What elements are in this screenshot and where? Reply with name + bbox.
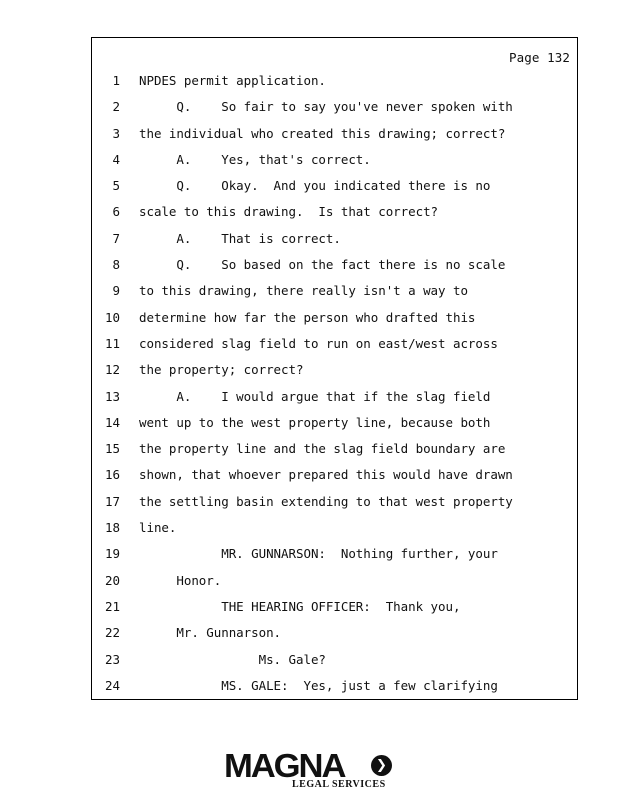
line-number: 5 bbox=[112, 178, 120, 194]
line-number: 8 bbox=[112, 257, 120, 273]
line-number: 22 bbox=[104, 625, 120, 641]
line-number: 17 bbox=[104, 493, 120, 509]
transcript-line: considered slag field to run on east/west across bbox=[139, 335, 498, 351]
transcript-line: A. I would argue that if the slag field bbox=[139, 388, 491, 404]
line-number: 12 bbox=[104, 362, 120, 378]
line-number: 10 bbox=[104, 309, 120, 325]
magna-logo bbox=[224, 748, 394, 792]
transcript-line: MS. GALE: Yes, just a few clarifying bbox=[139, 677, 498, 693]
line-number: 21 bbox=[104, 598, 120, 614]
line-number: 9 bbox=[112, 283, 120, 299]
transcript-line: went up to the west property line, because both bbox=[139, 414, 491, 430]
transcript-line: Honor. bbox=[139, 572, 222, 588]
transcript-line: THE HEARING OFFICER: Thank you, bbox=[139, 598, 461, 614]
transcript-line: Ms. Gale? bbox=[139, 651, 326, 667]
line-number: 13 bbox=[104, 388, 120, 404]
transcript-line: the settling basin extending to that west property bbox=[139, 493, 513, 509]
transcript-line: Mr. Gunnarson. bbox=[139, 625, 282, 641]
transcript-line: shown, that whoever prepared this would have drawn bbox=[139, 467, 513, 483]
transcript-line: the individual who created this drawing; correct? bbox=[139, 125, 506, 141]
chevron-right-icon: ❯ bbox=[371, 755, 392, 776]
transcript-line: Q. So fair to say you've never spoken with bbox=[139, 99, 513, 115]
line-number: 24 bbox=[104, 677, 120, 693]
transcript-line: scale to this drawing. Is that correct? bbox=[139, 204, 439, 220]
transcript-line: line. bbox=[139, 520, 177, 536]
line-number: 16 bbox=[104, 467, 120, 483]
transcript-line: Q. Okay. And you indicated there is no bbox=[139, 178, 491, 194]
line-number: 4 bbox=[112, 151, 120, 167]
transcript-line: A. That is correct. bbox=[139, 230, 341, 246]
line-number-column bbox=[92, 73, 120, 704]
line-number: 20 bbox=[104, 572, 120, 588]
line-number: 3 bbox=[112, 125, 120, 141]
transcript-line: determine how far the person who drafted this bbox=[139, 309, 476, 325]
line-number: 18 bbox=[104, 520, 120, 536]
logo-wordmark: MAGNA bbox=[224, 747, 345, 784]
transcript-line: A. Yes, that's correct. bbox=[139, 151, 371, 167]
line-number: 6 bbox=[112, 204, 120, 220]
line-number: 14 bbox=[104, 414, 120, 430]
logo-tagline: LEGAL SERVICES bbox=[292, 779, 386, 790]
transcript-line: to this drawing, there really isn't a way to bbox=[139, 283, 468, 299]
transcript-line: Q. So based on the fact there is no scale bbox=[139, 257, 506, 273]
line-number: 19 bbox=[104, 546, 120, 562]
transcript-line: the property line and the slag field boundary are bbox=[139, 441, 506, 457]
transcript-line: MR. GUNNARSON: Nothing further, your bbox=[139, 546, 498, 562]
line-number: 15 bbox=[104, 441, 120, 457]
page-number: Page 132 bbox=[508, 50, 570, 65]
transcript-text bbox=[139, 73, 569, 704]
line-number: 11 bbox=[104, 335, 120, 351]
transcript-line: the property; correct? bbox=[139, 362, 304, 378]
line-number: 1 bbox=[112, 73, 120, 88]
line-number: 23 bbox=[104, 651, 120, 667]
line-number: 7 bbox=[112, 230, 120, 246]
transcript-line: NPDES permit application. bbox=[139, 73, 326, 88]
line-number: 2 bbox=[112, 99, 120, 115]
transcript-page bbox=[91, 37, 578, 700]
